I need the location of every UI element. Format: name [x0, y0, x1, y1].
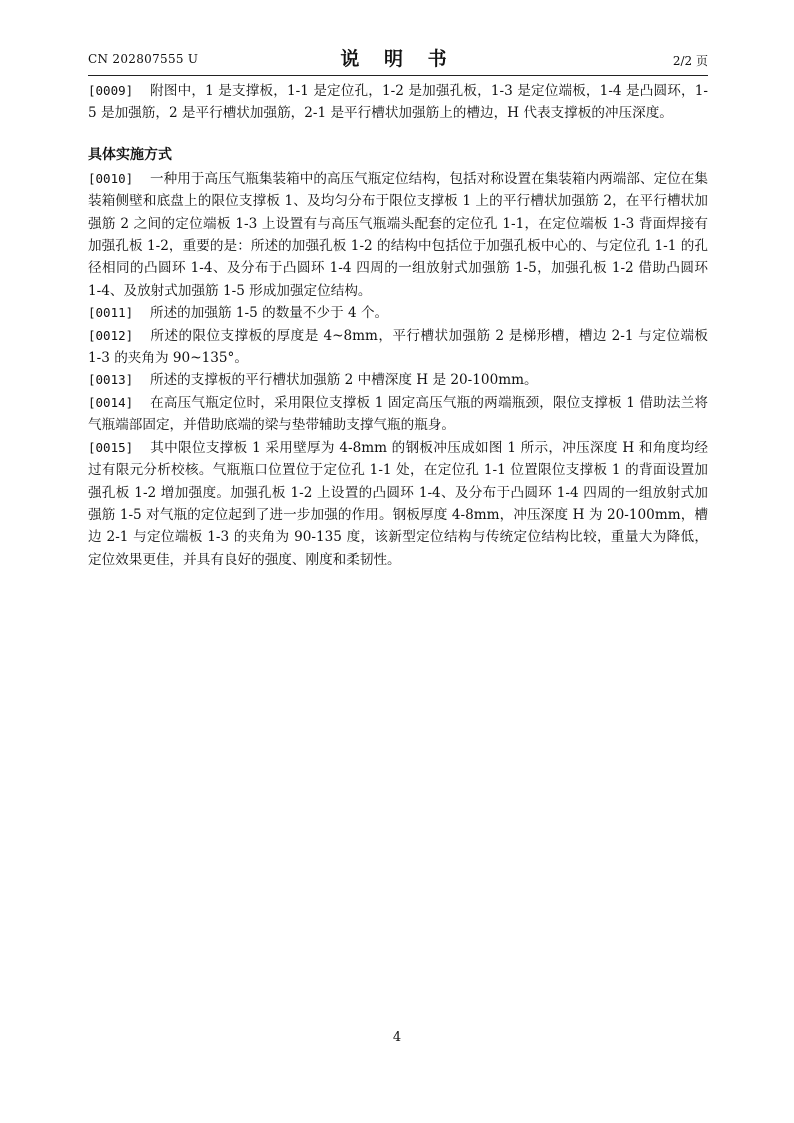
header-divider [88, 75, 708, 76]
paragraph-0014 [88, 392, 708, 437]
paragraph-text: 所述的限位支撑板的厚度是 4~8mm，平行槽状加强筋 2 是梯形槽，槽边 2-1 与定位端板 1-3 的夹角为 90~135°。 [88, 327, 708, 367]
paragraph-number: [0015] [88, 439, 134, 455]
paragraph-text: 一种用于高压气瓶集装箱中的高压气瓶定位结构，包括对称设置在集装箱内两端部、定位在集装箱侧壁和底盘上的限位支撑板 1、及均匀分布于限位支撑板 1 上的平行槽状加强筋 2，在平行槽状加强筋 2 之间的定位端板 1-3 上设置有与高压气瓶端头配套的定位孔 1-1，在定位端板 1-3 背面焊接有加强孔板 1-2，重要的是：所述的加强孔板 1-2 的结构中包括位于加强孔板中心的、与定位孔 1-1 的孔径相同的凸圆环 1-4、及分布于凸圆环 1-4 四周的一组放射式加强筋 1-5，加强孔板 1-2 借助凸圆环 1-4、及放射式加强筋 1-5 形成加强定位结构。 [88, 170, 708, 299]
section-heading: 具体实施方式 [88, 146, 172, 163]
paragraph-text: 所述的加强筋 1-5 的数量不少于 4 个。 [150, 305, 389, 322]
paragraph-text: 所述的支撑板的平行槽状加强筋 2 中槽深度 H 是 20-100mm。 [150, 372, 538, 389]
paragraph-text: 附图中，1 是支撑板，1-1 是定位孔，1-2 是加强孔板，1-3 是定位端板，1-4 是凸圆环，1-5 是加强筋，2 是平行槽状加强筋，2-1 是平行槽状加强筋上的槽边，H 代表支撑板的冲压深度。 [88, 83, 708, 122]
paragraph-0012 [88, 325, 708, 370]
document-title: 说 明 书 [340, 48, 456, 70]
paragraph-number: [0013] [88, 372, 134, 388]
paragraph-number: [0011] [88, 305, 134, 321]
paragraph-number: [0010] [88, 170, 134, 186]
page-count: 2/2 页 [672, 54, 708, 68]
paragraph-number: [0009] [88, 83, 134, 98]
page-header [88, 44, 708, 74]
paragraph-number: [0012] [88, 327, 134, 343]
patent-number: CN 202807555 U [88, 52, 199, 66]
document-body [88, 80, 708, 571]
page-number: 4 [392, 1030, 402, 1045]
paragraph-0011 [88, 302, 708, 324]
paragraph-number: [0014] [88, 394, 134, 410]
paragraph-text: 在高压气瓶定位时，采用限位支撑板 1 固定高压气瓶的两端瓶颈，限位支撑板 1 借助法兰将气瓶端部固定，并借助底端的梁与垫带辅助支撑气瓶的瓶身。 [88, 394, 708, 434]
paragraph-text: 其中限位支撑板 1 采用壁厚为 4-8mm 的钢板冲压成如图 1 所示，冲压深度 H 和角度均经过有限元分析校核。气瓶瓶口位置位于定位孔 1-1 处，在定位孔 1-1 位置限位支撑板 1 的背面设置加强孔板 1-2 增加强度。加强孔板 1-2 上设置的凸圆环 1-4、及分布于凸圆环 1-4 四周的一组放射式加强筋 1-5 对气瓶的定位起到了进一步加强的作用。钢板厚度 4-8mm，冲压深度 H 为 20-100mm，槽边 2-1 与定位端板 1-3 的夹角为 90-135 度，该新型定位结构与传统定位结构比较，重量大为降低，定位效果更佳，并具有良好的强度、刚度和柔韧性。 [88, 439, 708, 568]
paragraph-0010 [88, 168, 708, 302]
paragraph-0009 [88, 80, 708, 125]
paragraph-0015 [88, 437, 708, 571]
paragraph-0013 [88, 369, 708, 391]
